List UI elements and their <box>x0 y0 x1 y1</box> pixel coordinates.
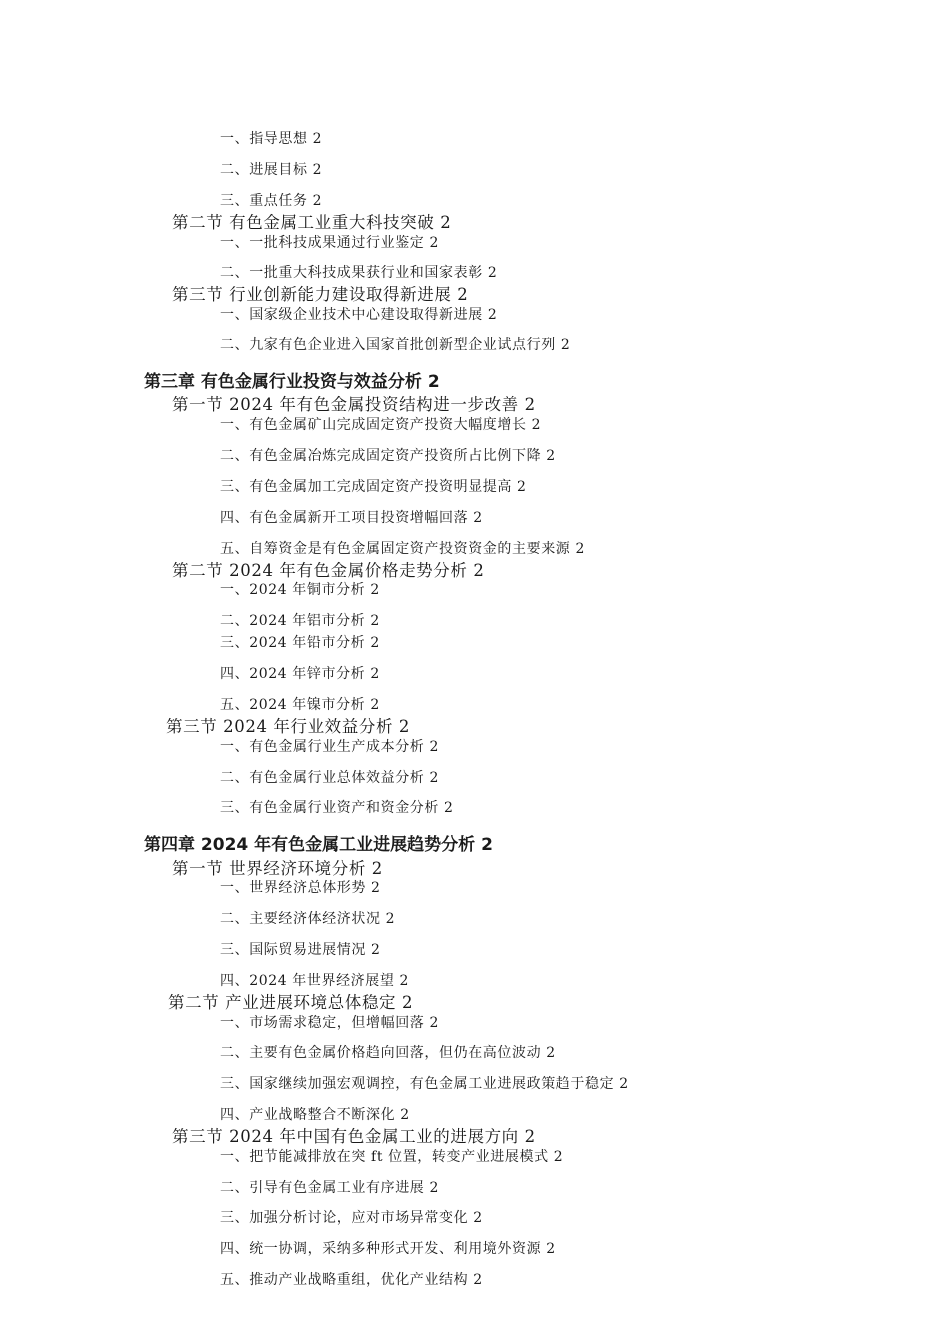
toc-entry-sub[interactable]: 五、2024 年镍市分析 2 <box>220 697 380 713</box>
toc-entry-sub[interactable]: 一、指导思想 2 <box>220 131 323 147</box>
toc-entry-sub[interactable]: 一、世界经济总体形势 2 <box>220 880 381 896</box>
toc-entry-sub[interactable]: 二、主要有色金属价格趋向回落，但仍在高位波动 2 <box>220 1045 556 1061</box>
toc-entry-chapter[interactable]: 第三章 有色金属行业投资与效益分析 2 <box>144 372 440 392</box>
toc-entry-section[interactable]: 第一节 世界经济环境分析 2 <box>172 859 383 878</box>
toc-entry-sub[interactable]: 三、重点任务 2 <box>220 193 323 209</box>
toc-entry-section[interactable]: 第二节 有色金属工业重大科技突破 2 <box>172 213 452 232</box>
toc-entry-sub[interactable]: 一、把节能减排放在突 ft 位置，转变产业进展模式 2 <box>220 1149 564 1165</box>
toc-entry-sub[interactable]: 一、国家级企业技术中心建设取得新进展 2 <box>220 307 498 323</box>
toc-entry-sub[interactable]: 一、有色金属行业生产成本分析 2 <box>220 739 439 755</box>
toc-entry-section[interactable]: 第二节 产业进展环境总体稳定 2 <box>168 993 414 1012</box>
toc-entry-sub[interactable]: 三、2024 年铅市分析 2 <box>220 635 380 651</box>
toc-entry-section[interactable]: 第一节 2024 年有色金属投资结构进一步改善 2 <box>172 395 536 414</box>
toc-entry-sub[interactable]: 四、有色金属新开工项目投资增幅回落 2 <box>220 510 483 526</box>
toc-entry-sub[interactable]: 三、加强分析讨论，应对市场异常变化 2 <box>220 1210 483 1226</box>
toc-entry-section[interactable]: 第三节 2024 年行业效益分析 2 <box>166 717 411 736</box>
toc-entry-sub[interactable]: 三、国家继续加强宏观调控，有色金属工业进展政策趋于稳定 2 <box>220 1076 629 1092</box>
toc-entry-sub[interactable]: 三、有色金属加工完成固定资产投资明显提高 2 <box>220 479 527 495</box>
toc-entry-sub[interactable]: 一、市场需求稳定，但增幅回落 2 <box>220 1015 439 1031</box>
toc-entry-sub[interactable]: 一、2024 年铜市分析 2 <box>220 582 380 598</box>
toc-entry-sub[interactable]: 四、产业战略整合不断深化 2 <box>220 1107 410 1123</box>
toc-entry-sub[interactable]: 三、有色金属行业资产和资金分析 2 <box>220 800 454 816</box>
toc-entry-sub[interactable]: 四、2024 年世界经济展望 2 <box>220 973 410 989</box>
toc-entry-sub[interactable]: 三、国际贸易进展情况 2 <box>220 942 381 958</box>
toc-entry-section[interactable]: 第三节 2024 年中国有色金属工业的进展方向 2 <box>172 1127 536 1146</box>
toc-entry-section[interactable]: 第三节 行业创新能力建设取得新进展 2 <box>172 285 469 304</box>
toc-entry-section[interactable]: 第二节 2024 年有色金属价格走势分析 2 <box>172 561 485 580</box>
toc-entry-sub[interactable]: 二、一批重大科技成果获行业和国家表彰 2 <box>220 265 498 281</box>
toc-entry-sub[interactable]: 五、推动产业战略重组，优化产业结构 2 <box>220 1272 483 1288</box>
toc-entry-sub[interactable]: 二、有色金属冶炼完成固定资产投资所占比例下降 2 <box>220 448 556 464</box>
toc-entry-sub[interactable]: 二、进展目标 2 <box>220 162 323 178</box>
toc-entry-sub[interactable]: 一、有色金属矿山完成固定资产投资大幅度增长 2 <box>220 417 542 433</box>
toc-entry-sub[interactable]: 四、统一协调，采纳多种形式开发、利用境外资源 2 <box>220 1241 556 1257</box>
toc-entry-sub[interactable]: 二、主要经济体经济状况 2 <box>220 911 396 927</box>
toc-entry-sub[interactable]: 二、有色金属行业总体效益分析 2 <box>220 770 439 786</box>
toc-entry-sub[interactable]: 四、2024 年锌市分析 2 <box>220 666 380 682</box>
toc-entry-sub[interactable]: 二、九家有色企业进入国家首批创新型企业试点行列 2 <box>220 337 571 353</box>
toc-entry-sub[interactable]: 二、引导有色金属工业有序进展 2 <box>220 1180 439 1196</box>
toc-entry-sub[interactable]: 五、自筹资金是有色金属固定资产投资资金的主要来源 2 <box>220 541 585 557</box>
toc-entry-sub[interactable]: 一、一批科技成果通过行业鉴定 2 <box>220 235 439 251</box>
toc-entry-sub[interactable]: 二、2024 年铝市分析 2 <box>220 613 380 629</box>
toc-entry-chapter[interactable]: 第四章 2024 年有色金属工业进展趋势分析 2 <box>144 835 493 855</box>
